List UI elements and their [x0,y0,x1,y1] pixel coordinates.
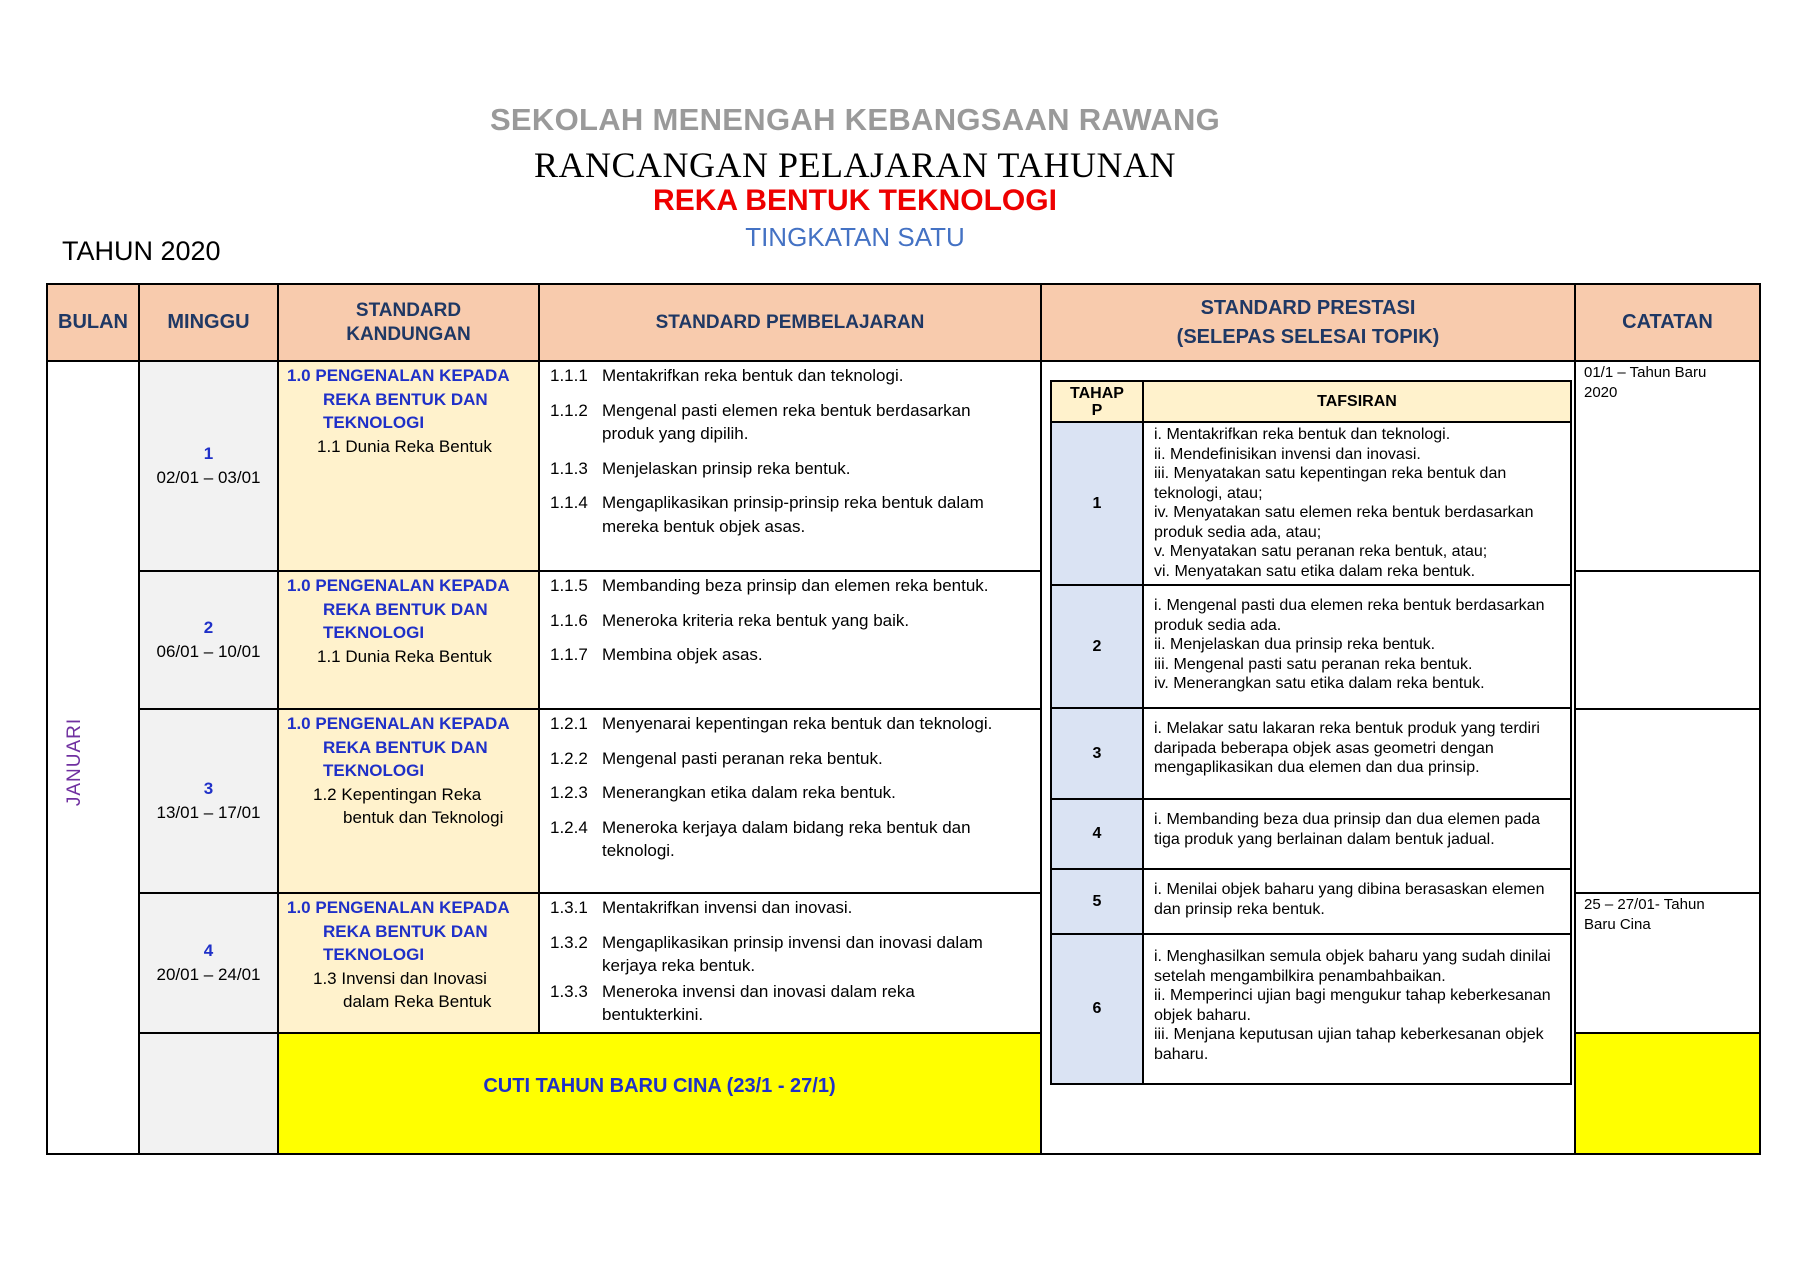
tafsiran-line: v. Menyatakan satu peranan reka bentuk, atau; [1154,543,1488,560]
sp-item: 1.2.3 Menerangkan etika dalam reka bentuk. [550,783,896,802]
catatan-note: 01/1 – Tahun Baru 2020 [1584,364,1707,401]
tafsiran-line: iv. Menyatakan satu elemen reka bentuk berdasarkan produk sedia ada, atau; [1154,504,1534,541]
tafsiran-line: i. Menilai objek baharu yang dibina berasaskan elemen dan prinsip reka bentuk. [1154,881,1545,918]
standard-kandungan-cell [277,570,540,710]
holiday-catatan-cell [1574,1032,1761,1155]
tahap-number: 4 [1050,798,1144,870]
week-cell-empty [138,1032,279,1155]
sk-topic: 1.0 PENGENALAN KEPADA [287,366,510,385]
tafsiran-line: ii. Mendefinisikan invensi dan inovasi. [1154,445,1421,463]
week-number: 4 [203,941,214,960]
col-header-standard-prestasi: STANDARD PRESTASI (SELEPAS SELESAI TOPIK) [1040,283,1576,362]
catatan-cell [1574,360,1761,572]
tafsiran-header: TAFSIRAN [1142,380,1572,423]
tafsiran-line: iii. Menyatakan satu kepentingan reka bentuk dan teknologi, atau; [1154,465,1507,502]
sp-item: 1.1.6 Meneroka kriteria reka bentuk yang baik. [550,610,910,630]
standard-pembelajaran-cell [538,360,1042,572]
tafsiran-line: vi. Menyatakan satu etika dalam reka bentuk. [1154,562,1476,580]
sp-item: 1.1.7 Membina objek asas. [550,645,763,664]
tafsiran-line: iii. Mengenal pasti satu peranan reka bentuk. [1154,655,1473,673]
tafsiran-cell [1142,584,1572,709]
sk-subtopic: 1.3 Invensi dan Inovasi [313,968,487,988]
subject-title: REKA BENTUK TEKNOLOGI [653,184,1057,217]
sk-topic-line: REKA BENTUK DAN [323,389,488,409]
plan-title: RANCANGAN PELAJARAN TAHUNAN [534,145,1176,185]
week-dates: 13/01 – 17/01 [156,803,261,822]
sp-item: 1.2.1 Menyenarai kepentingan reka bentuk dan teknologi. [550,714,993,733]
standard-pembelajaran-cell [538,708,1042,894]
tafsiran-line: ii. Menjelaskan dua prinsip reka bentuk. [1154,636,1436,653]
week-dates: 06/01 – 10/01 [156,642,261,661]
tafsiran-cell [1142,798,1572,870]
sk-topic-line: REKA BENTUK DAN [323,921,488,941]
col-header-standard-pembelajaran: STANDARD PEMBELAJARAN [538,283,1042,362]
sp-item: 1.1.3 Menjelaskan prinsip reka bentuk. [550,458,851,478]
catatan-cell [1574,892,1761,1034]
standard-pembelajaran-cell [538,570,1042,710]
sk-topic: 1.0 PENGENALAN KEPADA [287,898,510,917]
sk-subtopic-line: dalam Reka Bentuk [343,992,492,1011]
tafsiran-cell [1142,707,1572,800]
sk-topic-line: TEKNOLOGI [323,761,425,780]
sp-item: 1.3.3 Meneroka invensi dan inovasi dalam reka bentukterkini. [550,981,915,1024]
sk-topic-line: REKA BENTUK DAN [323,737,488,757]
standard-pembelajaran-cell [538,892,1042,1034]
tahap-header: TAHAP P [1050,380,1144,423]
week-dates: 02/01 – 03/01 [156,468,261,487]
catatan-cell [1574,570,1761,710]
sk-topic-line: REKA BENTUK DAN [323,599,488,619]
sp-item: 1.1.1 Mentakrifkan reka bentuk dan teknologi. [550,366,904,385]
catatan-cell [1574,708,1761,894]
week-cell [138,360,279,572]
sp-item: 1.2.4 Meneroka kerjaya dalam bidang reka bentuk dan teknologi. [550,817,971,860]
tafsiran-line: i. Menghasilkan semula objek baharu yang sudah dinilai setelah mengambilkira penambahbaikan. [1154,948,1551,985]
sk-subtopic: 1.1 Dunia Reka Bentuk [317,436,492,456]
tahap-number: 1 [1050,421,1144,586]
tafsiran-line: iv. Menerangkan satu etika dalam reka bentuk. [1154,675,1485,692]
sk-topic-line: TEKNOLOGI [323,945,425,964]
sp-item: 1.1.5 Membanding beza prinsip dan elemen reka bentuk. [550,576,989,595]
sp-item: 1.3.1 Mentakrifkan invensi dan inovasi. [550,898,853,917]
holiday-banner [277,1032,1042,1155]
sp-item: 1.1.2 Mengenal pasti elemen reka bentuk berdasarkan produk yang dipilih. [550,400,971,443]
tafsiran-line: i. Melakar satu lakaran reka bentuk produk yang terdiri daripada beberapa objek asas geometri dengan mengaplikasikan dua elemen dan dua prinsip. [1154,720,1540,776]
week-cell [138,892,279,1034]
week-number: 2 [203,618,214,637]
standard-kandungan-cell [277,708,540,894]
tafsiran-cell [1142,421,1572,586]
sk-topic: 1.0 PENGENALAN KEPADA [287,714,510,733]
tahap-number: 2 [1050,584,1144,709]
month-cell [46,360,140,1155]
week-cell [138,708,279,894]
col-header-bulan: BULAN [46,283,140,362]
sk-subtopic: 1.1 Dunia Reka Bentuk [317,646,492,666]
tafsiran-cell [1142,933,1572,1085]
sk-subtopic-line: bentuk dan Teknologi [343,808,504,827]
sk-topic-line: TEKNOLOGI [323,413,425,432]
tafsiran-cell [1142,868,1572,935]
catatan-note: 25 – 27/01- Tahun Baru Cina [1584,896,1705,933]
sp-item: 1.1.4 Mengaplikasikan prinsip-prinsip reka bentuk dalam mereka bentuk objek asas. [550,493,984,536]
col-header-standard-kandungan: STANDARD KANDUNGAN [277,283,540,362]
tahap-number: 5 [1050,868,1144,935]
sp-item: 1.3.2 Mengaplikasikan prinsip invensi dan inovasi dalam kerjaya reka bentuk. [550,932,983,975]
week-number: 3 [203,779,214,798]
tafsiran-line: ii. Memperinci ujian bagi mengukur tahap keberkesanan objek baharu. [1154,987,1551,1024]
tahap-number: 6 [1050,933,1144,1085]
week-number: 1 [203,444,214,463]
school-name: SEKOLAH MENENGAH KEBANGSAAN RAWANG [489,102,1221,137]
week-cell [138,570,279,710]
sk-topic: 1.0 PENGENALAN KEPADA [287,576,510,595]
col-header-minggu: MINGGU [138,283,279,362]
tafsiran-line: i. Mentakrifkan reka bentuk dan teknologi. [1154,426,1451,443]
sk-subtopic: 1.2 Kepentingan Reka [313,784,482,804]
standard-kandungan-cell [277,360,540,572]
sp-item: 1.2.2 Mengenal pasti peranan reka bentuk. [550,748,883,768]
sk-topic-line: TEKNOLOGI [323,623,425,642]
month-label: JANUARI [64,717,85,807]
tafsiran-line: i. Membanding beza dua prinsip dan dua elemen pada tiga produk yang berlainan dalam bentuk jadual. [1154,811,1541,848]
standard-kandungan-cell [277,892,540,1034]
tafsiran-line: iii. Menjana keputusan ujian tahap keberkesanan objek baharu. [1154,1026,1544,1063]
tahap-number: 3 [1050,707,1144,800]
holiday-label: CUTI TAHUN BARU CINA (23/1 - 27/1) [483,1075,836,1097]
year-label: TAHUN 2020 [62,236,221,266]
week-dates: 20/01 – 24/01 [156,965,261,984]
form-level: TINGKATAN SATU [745,222,965,252]
tafsiran-line: i. Mengenal pasti dua elemen reka bentuk berdasarkan produk sedia ada. [1154,597,1545,634]
col-header-catatan: CATATAN [1574,283,1761,362]
